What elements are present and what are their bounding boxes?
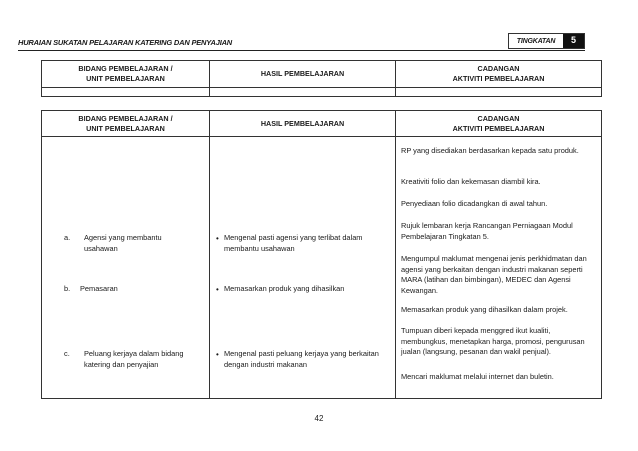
blank-row	[42, 88, 602, 97]
col1-header: BIDANG PEMBELAJARAN / UNIT PEMBELAJARAN	[42, 111, 210, 137]
list-item: Kreativiti folio dan kekemasan diambil kira.	[401, 177, 541, 186]
header-row	[42, 61, 602, 88]
page-number: 42	[314, 414, 324, 423]
header-rule	[18, 50, 585, 51]
list-item: Mencari maklumat melalui internet dan buletin.	[401, 372, 554, 381]
list-item: RP yang disediakan berdasarkan kepada satu produk.	[401, 146, 579, 155]
col1-header: BIDANG PEMBELAJARAN / UNIT PEMBELAJARAN	[42, 61, 210, 88]
col3-header: CADANGAN AKTIVITI PEMBELAJARAN	[396, 61, 602, 88]
content-table	[41, 110, 602, 399]
document-title: HURAIAN SUKATAN PELAJARAN KATERING DAN PENYAJIAN	[18, 38, 233, 47]
activity-cell	[396, 137, 602, 399]
list-item: Penyediaan folio dicadangkan di awal tahun.	[401, 199, 548, 208]
header-row	[42, 111, 602, 137]
list-item: Rujuk lembaran kerja Rancangan Perniagaan Modul Pembelajaran Tingkatan 5.	[401, 221, 573, 241]
form-level-badge	[508, 33, 585, 49]
col2-header: HASIL PEMBELAJARAN	[210, 61, 396, 88]
header-table	[41, 60, 602, 97]
col3-header: CADANGAN AKTIVITI PEMBELAJARAN	[396, 111, 602, 137]
col2-header: HASIL PEMBELAJARAN	[210, 111, 396, 137]
form-label: TINGKATAN	[516, 37, 556, 45]
learning-outcome-cell: • Mengenal pasti agensi yang terlibat dalam membantu usahawan • Memasarkan produk yang dihasilkan • Mengenal pasti peluang kerjaya yang berkaitan dengan industri makanan	[210, 137, 396, 399]
content-row	[42, 137, 602, 399]
list-item: Tumpuan diberi kepada menggred ikut kualiti, membungkus, menetapkan harga, promosi, pengurusan jualan (langsung, pesanan dan wakil penjual).	[401, 326, 585, 357]
list-item: Memasarkan produk yang dihasilkan dalam projek.	[401, 305, 568, 314]
form-number: 5	[563, 34, 584, 48]
learning-unit-cell: a. Agensi yang membantu usahawan b. Pemasaran c. Peluang kerjaya dalam bidang katering dan penyajian	[42, 137, 210, 399]
list-item: Mengumpul maklumat mengenai jenis perkhidmatan dan agensi yang berkaitan dengan industri makanan seperti MARA (latihan dan bimbingan), MEDEC dan Agensi Kewangan.	[401, 254, 587, 296]
